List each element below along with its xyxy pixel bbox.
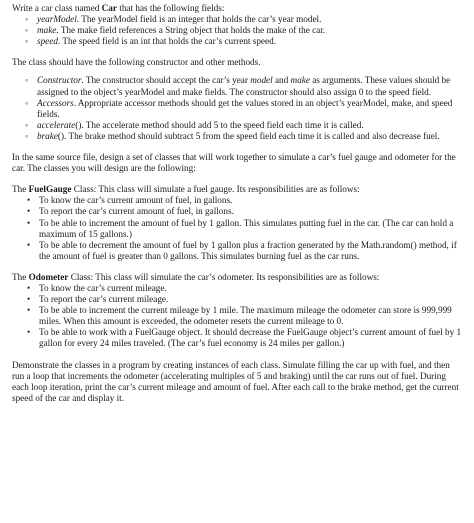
odometer-heading: The Odometer Class: This class will simulate the car’s odometer. Its responsibilities are as follows: [12,271,380,282]
list-item: • To be able to increment the current mileage by 1 mile. The maximum mileage the odometer can store is 999,999 miles. When this amount is exceeded, the odometer resets the current mileage to 0. [12,305,464,327]
methods-intro: The class should have the following constructor and other methods. [12,57,261,68]
list-item: ◦ Accessors. Appropriate accessor methods should get the values stored in an object’s yearModel, make, and speed fields. [12,98,464,120]
list-item: • To report the car’s current amount of fuel, in gallons. [12,206,464,217]
list-item: ◦ speed. The speed field is an int that holds the car’s current speed. [12,36,464,47]
list-item: • To be able to decrement the amount of fuel by 1 gallon plus a fraction generated by the Math.random() method, if the amount of fuel is greater than 0 gallons. This simulates burning fuel as the car runs. [12,240,464,262]
odometer-list [12,283,464,350]
fuelgauge-list [12,195,464,262]
intro-line: Write a car class named Car that has the following fields: [12,3,225,13]
list-item: ◦ brake(). The brake method should subtract 5 from the speed field each time it is called and also decrease fuel. [12,131,464,142]
list-item: ◦ accelerate(). The accelerate method should add 5 to the speed field each time it is called. [12,120,464,131]
list-item: • To know the car’s current amount of fuel, in gallons. [12,195,464,206]
source-file-paragraph: In the same source file, design a set of classes that will work together to simulate a car’s fuel gauge and odometer for the car. The classes you will design are the following: [12,152,456,174]
car-class-name: Car [101,3,117,13]
methods-list [12,75,464,142]
list-item: • To know the car’s current mileage. [12,283,464,294]
list-item: • To be able to increment the amount of fuel by 1 gallon. This simulates putting fuel in the car. (The car can hold a maximum of 15 gallons.) [12,218,464,240]
closing-paragraph: Demonstrate the classes in a program by creating instances of each class. Simulate filling the car up with fuel, and then run a loop that increments the odometer (accelerating multiples of 5 and braking) until the car runs out of fuel. During each loop iteration, print the car’s current mileage and amount of fuel. After each call to the brake method, get the current speed of the car and display it. [12,359,459,403]
list-item: • To report the car’s current mileage. [12,294,464,305]
list-item: ◦ yearModel. The yearModel field is an integer that holds the car’s year model. [12,14,464,25]
list-item: • To be able to work with a FuelGauge object. It should decrease the FuelGauge object’s current amount of fuel by 1 gallon for every 24 miles traveled. (The car’s fuel economy is 24 miles per gallon.) [12,327,464,349]
list-item: ◦ Constructor. The constructor should accept the car’s year model and make as arguments. These values should be assigned to the object’s yearModel and make fields. The constructor should also assign 0 to the speed field. [12,75,464,97]
fuelgauge-heading: The FuelGauge Class: This class will simulate a fuel gauge. Its responsibilities are as follows: [12,184,360,195]
assignment-document [12,3,464,404]
list-item: ◦ make. The make field references a String object that holds the make of the car. [12,25,464,36]
fields-list [12,14,464,47]
